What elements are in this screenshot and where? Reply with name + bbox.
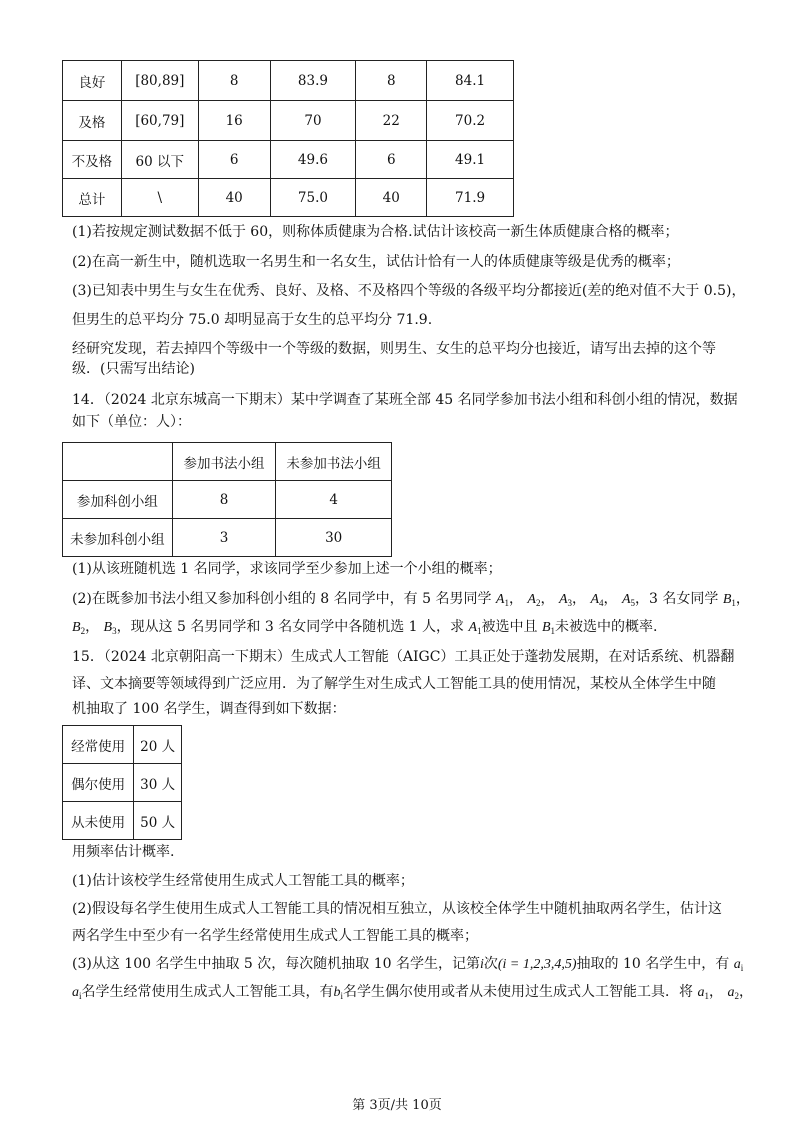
q13-part1: (1)若按规定测试数据不低于 60，则称体质健康为合格.试估计该校高一新生体质健康合格的概率； bbox=[72, 224, 679, 240]
page-footer: 第 3页/共 10页 bbox=[352, 1098, 442, 1113]
math-b-i: $b_i$ bbox=[333, 985, 344, 1001]
grade-cell: 71.9 bbox=[427, 179, 514, 217]
comma: ， bbox=[708, 984, 723, 1000]
grade-cell: 49.1 bbox=[427, 141, 514, 179]
grade-label: 良好 bbox=[63, 61, 122, 101]
q14-part2-text2: ，3 名女同学 bbox=[635, 591, 719, 607]
q15-row-label: 经常使用 bbox=[63, 726, 134, 764]
q13-part3-line2: 但男生的总平均分 75.0 却明显高于女生的总平均分 71.9. bbox=[72, 312, 433, 328]
math-B2: $B_2$ bbox=[72, 620, 86, 636]
grade-cell: [60,79] bbox=[121, 101, 198, 141]
math-A4: $A_4$ bbox=[590, 592, 604, 608]
q14-header-calligraphy: 参加书法小组 bbox=[172, 443, 276, 481]
q14-table bbox=[62, 442, 392, 557]
grade-cell: 83.9 bbox=[270, 61, 356, 101]
math-A2: $A_2$ bbox=[527, 592, 541, 608]
grades-table bbox=[62, 60, 514, 217]
comma: ， bbox=[508, 591, 523, 607]
q15-part3-line1 bbox=[72, 954, 743, 978]
q15-part3-line2 bbox=[72, 982, 753, 1006]
comma: ， bbox=[735, 591, 750, 607]
grade-cell: \ bbox=[121, 179, 198, 217]
q14-cell: 3 bbox=[172, 519, 276, 557]
q13-part4-line2: 级．(只需写出结论) bbox=[72, 361, 195, 377]
q15-intro-line2: 译、文本摘要等领域得到广泛应用．为了解学生对生成式人工智能工具的使用情况，某校从全体学生中随 bbox=[72, 676, 716, 692]
grade-cell: 16 bbox=[198, 101, 270, 141]
q15-part3-text3: 抽取的 10 名学生中，有 bbox=[576, 956, 730, 972]
grade-cell: 6 bbox=[356, 141, 427, 179]
q14-intro-line2: 如下（单位：人）： bbox=[72, 414, 191, 430]
q15-table bbox=[62, 725, 182, 840]
q14-part1: (1)从该班随机选 1 名同学，求该同学至少参加上述一个小组的概率； bbox=[72, 561, 502, 577]
grade-cell: 75.0 bbox=[270, 179, 356, 217]
q15-cell: 20 人 bbox=[134, 726, 182, 764]
q15-part3-text5: 名学生偶尔使用或者从未使用过生成式人工智能工具．将 bbox=[343, 984, 694, 1000]
math-B1: $B_1$ bbox=[722, 592, 736, 608]
q14-row-label: 参加科创小组 bbox=[63, 481, 173, 519]
grade-cell: 60 以下 bbox=[121, 141, 198, 179]
q14-part2-text3: ，现从这 5 名男同学和 3 名女同学中各随机选 1 人，求 bbox=[116, 619, 464, 635]
math-A3: $A_3$ bbox=[558, 592, 572, 608]
grade-label: 总计 bbox=[63, 179, 122, 217]
math-a1: $a_1$ bbox=[697, 985, 709, 1001]
q15-cell: 30 人 bbox=[134, 764, 182, 802]
q14-cell: 30 bbox=[276, 519, 392, 557]
q15-part3-text1: (3)从这 100 名学生中抽取 5 次，每次随机抽取 10 名学生，记第 bbox=[72, 956, 480, 972]
grades-row bbox=[63, 141, 514, 179]
grade-cell: 40 bbox=[356, 179, 427, 217]
grade-cell: [80,89] bbox=[121, 61, 198, 101]
q15-intro-line3: 机抽取了 100 名学生，调查得到如下数据： bbox=[72, 701, 346, 717]
q14-part2-line1 bbox=[72, 589, 750, 613]
grade-cell: 70 bbox=[270, 101, 356, 141]
math-B3: $B_3$ bbox=[103, 620, 117, 636]
math-A1: $A_1$ bbox=[495, 592, 509, 608]
grades-row bbox=[63, 179, 514, 217]
grades-row bbox=[63, 61, 514, 101]
grade-cell: 8 bbox=[356, 61, 427, 101]
q15-cell: 50 人 bbox=[134, 802, 182, 840]
q13-part3-line1: (3)已知表中男生与女生在优秀、良好、及格、不及格四个等级的各级平均分都接近(差的绝对值不大于 0.5)， bbox=[72, 283, 746, 299]
math-A1: $A_1$ bbox=[468, 620, 482, 636]
q14-header-no-calligraphy: 未参加书法小组 bbox=[276, 443, 392, 481]
grades-row bbox=[63, 101, 514, 141]
grade-cell: 70.2 bbox=[427, 101, 514, 141]
comma: ， bbox=[603, 591, 618, 607]
q13-part4-line1: 经研究发现，若去掉四个等级中一个等级的数据，则男生、女生的总平均分也接近，请写出去掉的这个等 bbox=[72, 341, 716, 357]
q14-intro-line1: 14．（2024 北京东城高一下期末）某中学调查了某班全部 45 名同学参加书法小组和科创小组的情况，数据 bbox=[72, 392, 738, 408]
q15-part3-text4: 名学生经常使用生成式人工智能工具，有 bbox=[81, 984, 334, 1000]
q15-intro-line1: 15．（2024 北京朝阳高一下期末）生成式人工智能（AIGC）工具正处于蓬勃发展期，在对话系统、机器翻 bbox=[72, 649, 735, 665]
math-index-set: (i = 1,2,3,4,5) bbox=[497, 957, 577, 972]
grade-cell: 6 bbox=[198, 141, 270, 179]
q15-note: 用频率估计概率. bbox=[72, 844, 175, 860]
q15-part1: (1)估计该校学生经常使用生成式人工智能工具的概率； bbox=[72, 873, 414, 889]
q15-row-label: 偶尔使用 bbox=[63, 764, 134, 802]
q14-cell: 4 bbox=[276, 481, 392, 519]
q14-part2-line2 bbox=[72, 617, 657, 641]
q14-header-empty bbox=[63, 443, 173, 481]
grade-cell: 49.6 bbox=[270, 141, 356, 179]
q14-row-label: 未参加科创小组 bbox=[63, 519, 173, 557]
q14-cell: 8 bbox=[172, 481, 276, 519]
grade-label: 不及格 bbox=[63, 141, 122, 179]
q14-part2-text5: 未被选中的概率. bbox=[555, 619, 658, 635]
comma: ， bbox=[85, 619, 100, 635]
grade-cell: 40 bbox=[198, 179, 270, 217]
q15-part2-line2: 两名学生中至少有一名学生经常使用生成式人工智能工具的概率； bbox=[72, 928, 478, 944]
q14-part2-text: (2)在既参加书法小组又参加科创小组的 8 名同学中，有 5 名男同学 bbox=[72, 591, 492, 607]
comma: ， bbox=[540, 591, 555, 607]
math-a2: $a_2$ bbox=[727, 985, 739, 1001]
math-A5: $A_5$ bbox=[621, 592, 636, 608]
grade-label: 及格 bbox=[63, 101, 122, 141]
q15-row-label: 从未使用 bbox=[63, 802, 134, 840]
math-B1: $B_1$ bbox=[541, 620, 556, 636]
comma: ， bbox=[738, 984, 753, 1000]
q13-part2: (2)在高一新生中，随机选取一名男生和一名女生，试估计恰有一人的体质健康等级是优秀的概率； bbox=[72, 254, 680, 270]
grade-cell: 84.1 bbox=[427, 61, 514, 101]
q15-part3-text2: 次 bbox=[483, 956, 498, 972]
math-a-i: $a_i$ bbox=[733, 957, 744, 973]
grade-cell: 22 bbox=[356, 101, 427, 141]
grade-cell: 8 bbox=[198, 61, 270, 101]
comma: ， bbox=[572, 591, 586, 607]
q15-part2-line1: (2)假设每名学生使用生成式人工智能工具的情况相互独立，从该校全体学生中随机抽取两名学生，估计这 bbox=[72, 901, 722, 917]
q14-part2-text4: 被选中且 bbox=[481, 619, 538, 635]
math-i: i bbox=[479, 957, 484, 972]
math-a-i: $a_i$ bbox=[72, 985, 82, 1001]
